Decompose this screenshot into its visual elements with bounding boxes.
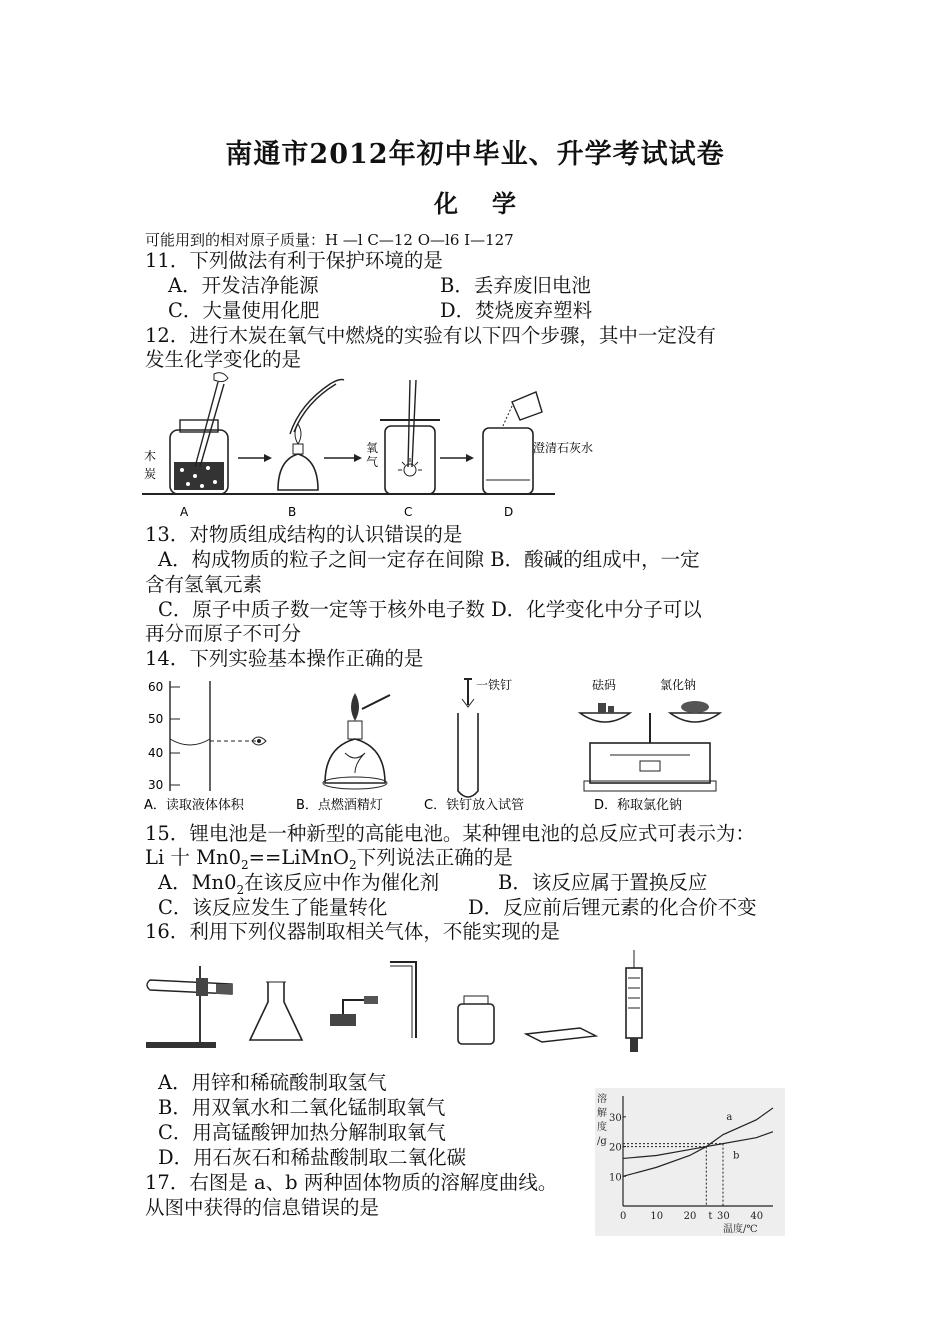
q17-stem-1: 17．右图是 a、b 两种固体物质的溶解度曲线。 <box>145 1171 558 1194</box>
balance-scale <box>580 701 720 791</box>
charcoal-label-2: 炭 <box>144 467 157 481</box>
conical-flask <box>250 982 302 1040</box>
q15-eq-sub2: 2 <box>349 857 357 872</box>
q14-caption-a: A．读取液体体积 <box>144 798 244 813</box>
test-tube-nail <box>458 679 478 797</box>
q15-eq-part3: 下列说法正确的是 <box>356 846 513 869</box>
q11-option-c: C．大量使用化肥 <box>168 299 320 322</box>
q12-stem-1: 12．进行木炭在氧气中燃烧的实验有以下四个步骤，其中一定没有 <box>145 324 716 347</box>
step-b-alcohol-lamp <box>278 380 344 491</box>
q15-stem-1: 15．锂电池是一种新型的高能电池。某种锂电池的总反应式可表示为： <box>145 822 755 845</box>
q12-stem-2: 发生化学变化的是 <box>145 348 302 371</box>
iron-stand-test-tube <box>146 966 232 1048</box>
q15-eq-sub1: 2 <box>241 857 249 872</box>
step-label-c: C <box>404 505 413 519</box>
q17-stem-2: 从图中获得的信息错误的是 <box>145 1196 380 1219</box>
oxygen-label-2: 气 <box>366 455 379 469</box>
glass-plate <box>526 1028 596 1042</box>
q16-option-a: A．用锌和稀硫酸制取氢气 <box>158 1071 387 1094</box>
step-label-b: B <box>288 505 297 519</box>
q16-stem: 16．利用下列仪器制取相关气体，不能实现的是 <box>145 920 560 943</box>
q15-eq-part1: Li 十 Mn0 <box>145 846 242 869</box>
q14-caption-d: D．称取氯化钠 <box>594 798 683 813</box>
atomic-mass-line: 可能用到的相对原子质量：H —l C—12 O—l6 I—127 <box>145 231 514 249</box>
q16-option-d: D．用石灰石和稀盐酸制取二氧化碳 <box>158 1146 467 1169</box>
step-label-a: A <box>180 505 189 519</box>
q14-caption-b: B．点燃酒精灯 <box>296 798 383 813</box>
q15-option-c: C．该反应发生了能量转化 <box>158 896 388 919</box>
step-a-jar-charcoal <box>170 373 228 494</box>
oxygen-label-1: 氧 <box>366 441 379 455</box>
syringe <box>626 950 642 1052</box>
q15-option-d: D．反应前后锂元素的化合价不变 <box>468 896 757 919</box>
exam-title: 南通市2012年初中毕业、升学考试试卷 <box>225 139 725 170</box>
y-axis-label-char: /g <box>597 1136 607 1147</box>
y-axis-label-char: 解 <box>597 1108 607 1119</box>
gas-jar <box>458 996 494 1044</box>
series-label-b: b <box>733 1150 740 1162</box>
charcoal-label-1: 木 <box>144 449 157 463</box>
x-axis-label: 温度/℃ <box>723 1224 758 1235</box>
x-tick-label: 30 <box>717 1211 730 1222</box>
x-tick-label: t <box>708 1211 713 1222</box>
bent-glass-tube <box>390 962 416 1038</box>
lab-operations-figure <box>140 673 740 818</box>
q13-line-4: 再分而原子不可分 <box>145 622 302 645</box>
q13-line-2: 含有氢氧元素 <box>145 573 263 596</box>
q15-a-part2: 在该反应中作为催化剂 <box>244 871 440 894</box>
step-c-oxygen-jar <box>380 380 440 494</box>
gas-apparatus-figure <box>140 948 660 1058</box>
q15-a-part1: A．Mn0 <box>158 871 237 894</box>
scale-tick-40: 40 <box>148 746 164 760</box>
y-tick-label: 10 <box>609 1172 622 1184</box>
solubility-chart <box>595 1088 785 1236</box>
charcoal-experiment-figure <box>140 372 594 522</box>
scale-tick-30: 30 <box>148 778 164 792</box>
q15-option-b: B．该反应属于置换反应 <box>498 871 708 894</box>
stopper-with-tube <box>330 996 378 1026</box>
q13-line-3: C．原子中质子数一定等于核外电子数 D．化学变化中分子可以 <box>158 598 702 621</box>
q11-option-a: A．开发洁净能源 <box>168 274 319 297</box>
y-tick-label: 30 <box>609 1112 622 1124</box>
x-tick-label: 10 <box>650 1211 664 1222</box>
q11-option-b: B．丢弃废旧电池 <box>440 274 591 297</box>
y-tick-label: 20 <box>609 1142 622 1154</box>
q16-option-c: C．用高锰酸钾加热分解制取氧气 <box>158 1121 446 1144</box>
q14-caption-c: C．铁钉放入试管 <box>424 798 525 813</box>
y-axis-label-char: 溶 <box>597 1094 607 1105</box>
y-axis-label-char: 度 <box>597 1122 607 1133</box>
q13-stem: 13．对物质组成结构的认识错误的是 <box>145 523 463 546</box>
q16-option-b: B．用双氧水和二氧化锰制取氧气 <box>158 1096 446 1119</box>
q15-eq-part2: ==LiMnO <box>248 846 350 869</box>
subject-heading: 化学 <box>434 189 550 218</box>
nail-label: 一铁钉 <box>476 678 513 692</box>
graduated-cylinder <box>170 681 266 791</box>
x-tick-label: 0 <box>620 1211 627 1222</box>
q11-stem: 11．下列做法有利于保护环境的是 <box>145 249 443 272</box>
q14-stem: 14．下列实验基本操作正确的是 <box>145 647 424 670</box>
scale-tick-50: 50 <box>148 712 164 726</box>
nacl-label: 氯化钠 <box>660 678 697 692</box>
q11-option-d: D．焚烧废弃塑料 <box>440 299 593 322</box>
limewater-label: 澄清石灰水 <box>533 441 594 455</box>
x-tick-label: 20 <box>683 1211 697 1222</box>
series-label-a: a <box>726 1111 733 1123</box>
x-tick-label: 40 <box>750 1211 764 1222</box>
q15-a-sub: 2 <box>236 882 245 897</box>
q13-line-1: A．构成物质的粒子之间一定存在间隙 B．酸碱的组成中，一定 <box>158 548 700 571</box>
weights-label: 砝码 <box>592 678 617 692</box>
step-label-d: D <box>504 505 514 519</box>
alcohol-lamp-lighting <box>323 693 390 789</box>
scale-tick-60: 60 <box>148 680 164 694</box>
